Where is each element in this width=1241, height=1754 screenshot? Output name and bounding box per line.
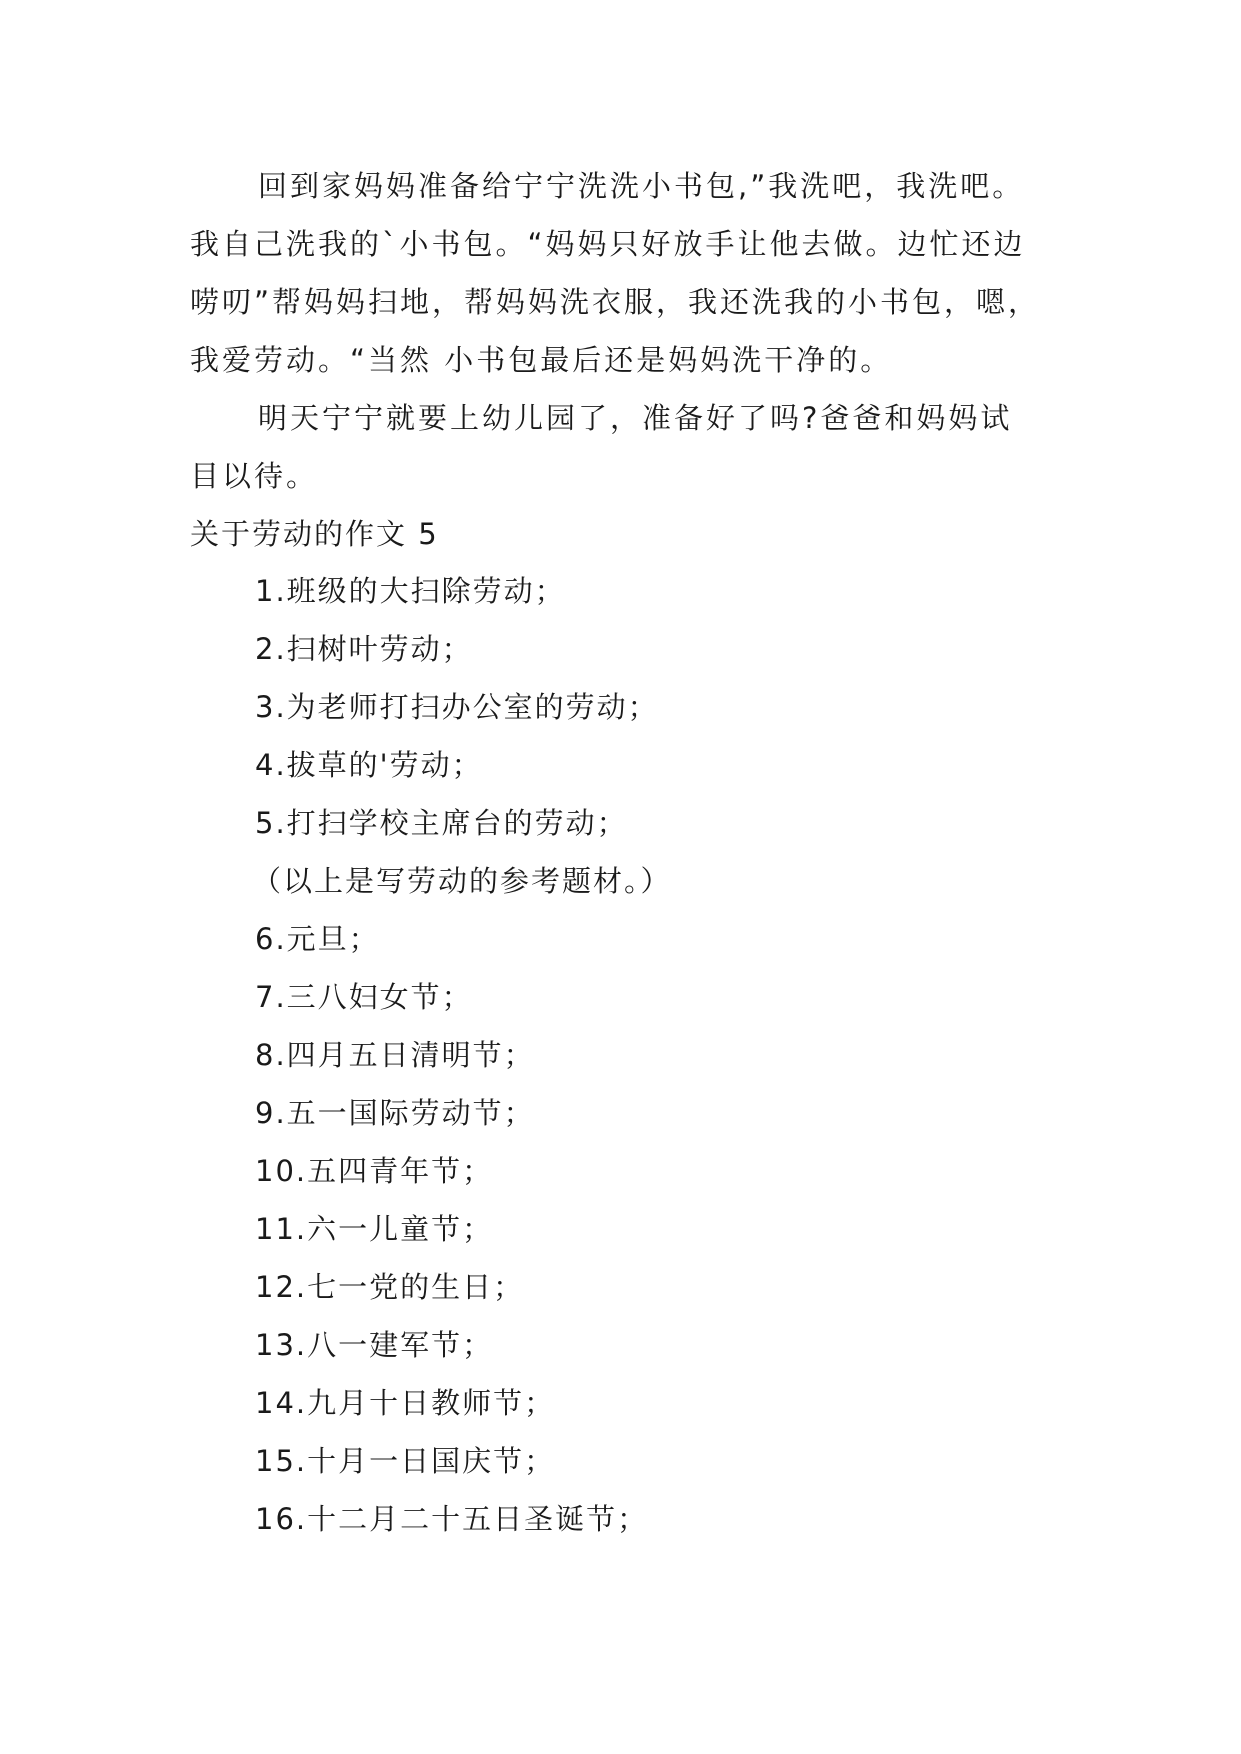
section-heading: 关于劳动的作文 5 (190, 517, 439, 551)
paragraph-line: 回到家妈妈准备给宁宁洗洗小书包,”我洗吧，我洗吧。 (258, 169, 1025, 203)
list-item: 11.六一儿童节； (255, 1212, 494, 1246)
list-item: 3.为老师打扫办公室的劳动； (255, 690, 659, 724)
paragraph-line: 明天宁宁就要上幼儿园了，准备好了吗?爸爸和妈妈试 (258, 401, 1013, 435)
list-item: 13.八一建军节； (255, 1328, 494, 1362)
list-item: 8.四月五日清明节； (255, 1038, 535, 1072)
list-item: 5.打扫学校主席台的劳动； (255, 806, 628, 840)
paragraph-line: 唠叨”帮妈妈扫地，帮妈妈洗衣服，我还洗我的小书包，嗯， (190, 285, 1041, 319)
list-item: 16.十二月二十五日圣诞节； (255, 1502, 649, 1536)
list-item: 4.拔草的'劳动； (255, 748, 483, 782)
list-item: 12.七一党的生日； (255, 1270, 525, 1304)
paragraph-line: 我爱劳动。“当然 小书包最后还是妈妈洗干净的。 (190, 343, 893, 377)
list-item: 15.十月一日国庆节； (255, 1444, 556, 1478)
list-item: 14.九月十日教师节； (255, 1386, 556, 1420)
paragraph-line: 我自己洗我的`小书包。“妈妈只好放手让他去做。边忙还边 (190, 227, 1026, 261)
list-item: 1.班级的大扫除劳动； (255, 574, 566, 608)
list-item: 7.三八妇女节； (255, 980, 473, 1014)
paragraph-line: 目以待。 (190, 459, 319, 493)
list-item: 6.元旦； (255, 922, 380, 956)
list-item: 2.扫树叶劳动； (255, 632, 473, 666)
reference-note: （以上是写劳动的参考题材。） (252, 864, 672, 898)
list-item: 9.五一国际劳动节； (255, 1096, 535, 1130)
list-item: 10.五四青年节； (255, 1154, 494, 1188)
